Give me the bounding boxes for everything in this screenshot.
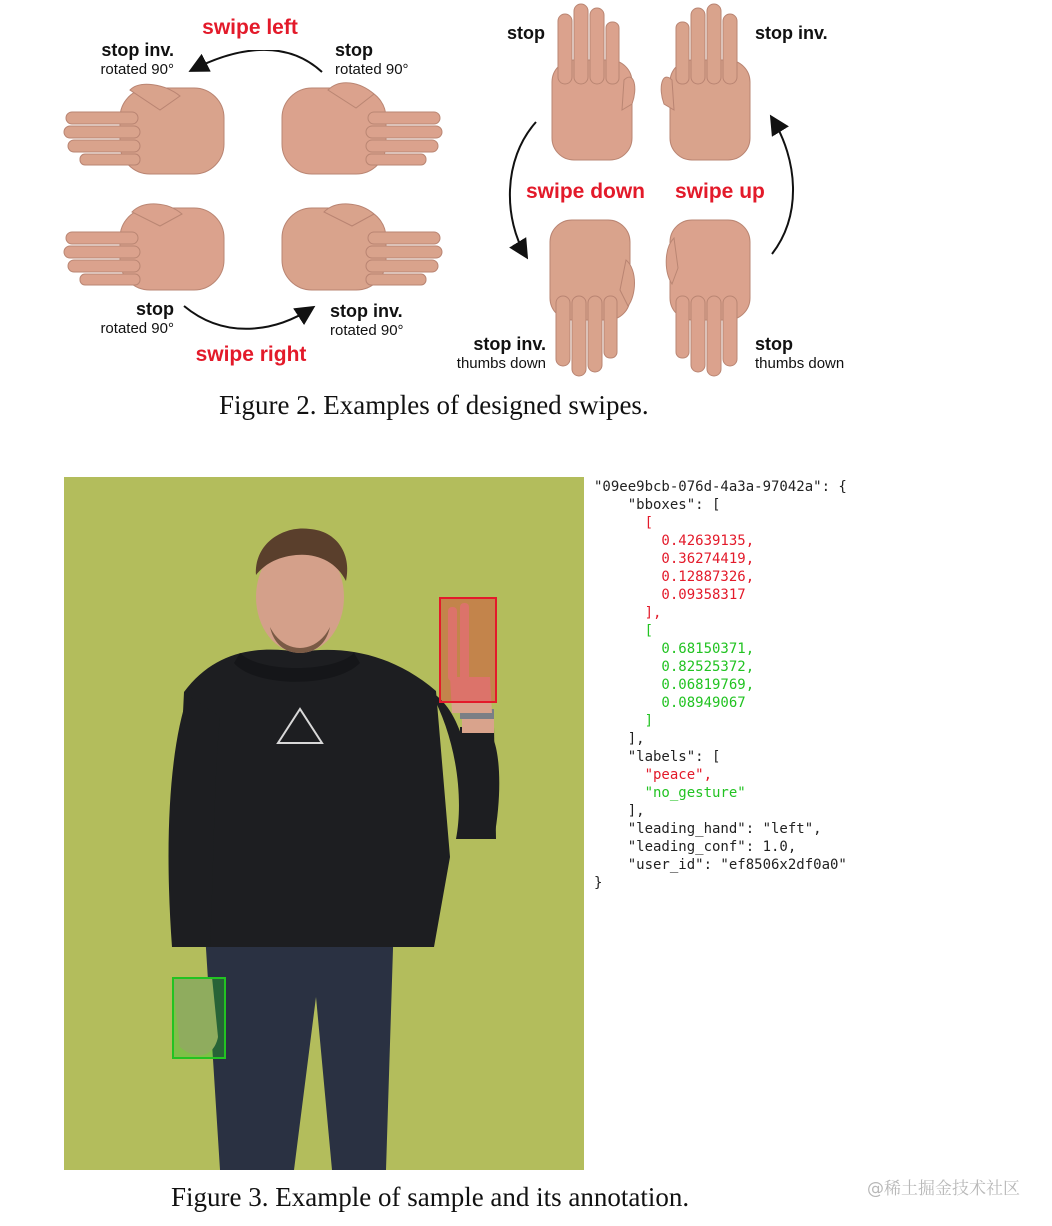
code-line: ], [594, 803, 645, 819]
code-line: "labels": [ [594, 749, 721, 765]
code-line: 0.82525372, [594, 659, 755, 675]
hand-right-bottom-right-image [666, 220, 750, 376]
swipe-right-arrow [184, 306, 312, 329]
figure-3-caption: Figure 3. Example of sample and its annotation. [171, 1182, 690, 1212]
hand-right-top-left-image [552, 4, 635, 160]
top-right-hand-sub: rotated 90° [335, 61, 409, 78]
right-top-right-hand-title: stop inv. [755, 23, 828, 43]
right-panel-graphics [500, 0, 810, 380]
code-line: "09ee9bcb-076d-4a3a-97042a": { [594, 479, 847, 495]
swipe-right-label: swipe right [195, 343, 307, 366]
hand-right-top-right-image [661, 4, 750, 160]
bbox-no-gesture [172, 977, 226, 1059]
code-line: 0.36274419, [594, 551, 755, 567]
hand-bottom-right-image [282, 204, 442, 290]
swipe-down-arrow [510, 122, 536, 256]
figure-2-caption: Figure 2. Examples of designed swipes. [219, 390, 649, 420]
code-line: 0.08949067 [594, 695, 746, 711]
code-line: 0.12887326, [594, 569, 755, 585]
annotation-json-code [594, 478, 847, 892]
code-line: } [594, 875, 603, 891]
sample-photo-drawing [64, 477, 584, 1170]
code-line: "no_gesture" [594, 785, 746, 801]
right-bottom-right-hand-title: stop [755, 334, 793, 354]
code-line: "user_id": "ef8506x2df0a0" [594, 857, 847, 873]
right-bottom-left-hand-title: stop inv. [473, 334, 546, 354]
left-panel-graphics [60, 50, 450, 340]
swipe-left-label: swipe left [202, 16, 298, 39]
swipe-up-arrow [772, 118, 793, 254]
code-line: [ [594, 623, 654, 639]
code-line: 0.06819769, [594, 677, 755, 693]
code-line: 0.42639135, [594, 533, 755, 549]
hand-bottom-left-image [64, 204, 224, 290]
bottom-right-hand-sub: rotated 90° [330, 322, 404, 339]
right-top-left-hand-title: stop [507, 23, 545, 43]
right-bottom-right-hand-sub: thumbs down [755, 355, 845, 372]
code-line: "peace", [594, 767, 713, 783]
code-line: [ [594, 515, 654, 531]
right-bottom-left-hand-sub: thumbs down [456, 355, 546, 372]
sample-photo [64, 477, 584, 1170]
bottom-left-hand-title: stop [136, 299, 174, 319]
swipe-down-label: swipe down [526, 180, 646, 203]
swipe-up-label: swipe up [675, 180, 765, 203]
swipe-left-arrow [192, 50, 322, 72]
top-right-hand-title: stop [335, 40, 373, 60]
code-line: "leading_hand": "left", [594, 821, 822, 837]
top-left-hand-sub: rotated 90° [100, 61, 174, 78]
code-line: "leading_conf": 1.0, [594, 839, 797, 855]
bbox-peace [439, 597, 497, 703]
code-line: ] [594, 713, 654, 729]
code-line: ], [594, 731, 645, 747]
code-line: 0.09358317 [594, 587, 746, 603]
bottom-left-hand-sub: rotated 90° [100, 320, 174, 337]
code-line: "bboxes": [ [594, 497, 721, 513]
hand-top-left-image [64, 84, 224, 174]
code-line: 0.68150371, [594, 641, 755, 657]
bottom-right-hand-title: stop inv. [330, 301, 403, 321]
top-left-hand-title: stop inv. [101, 40, 174, 60]
code-line: ], [594, 605, 662, 621]
hand-top-right-image [282, 83, 442, 174]
hand-right-bottom-left-image [550, 220, 635, 376]
watermark: @稀土掘金技术社区 [867, 1179, 1020, 1199]
